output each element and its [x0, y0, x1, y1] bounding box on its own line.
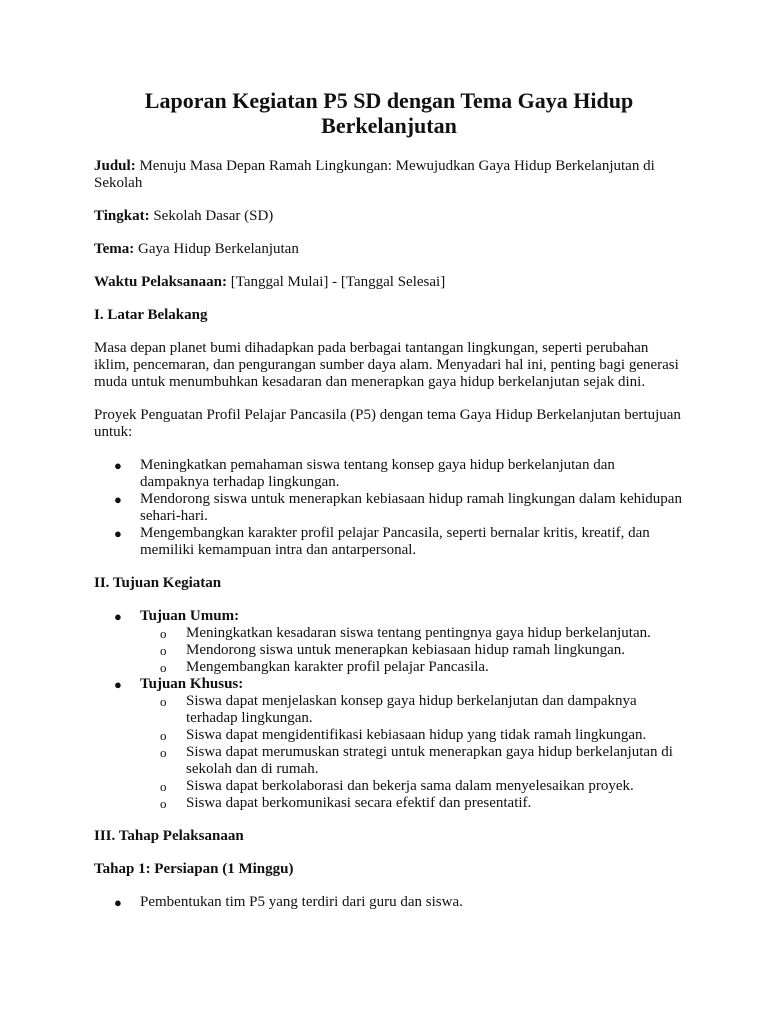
circle-bullet-icon: o — [160, 796, 167, 811]
circle-bullet-icon: o — [160, 694, 167, 709]
document-page — [94, 88, 684, 927]
section-heading-tahap-pelaksanaan: III. Tahap Pelaksanaan — [94, 828, 244, 844]
bullet-list — [94, 608, 684, 812]
bullet-icon: ● — [114, 677, 122, 692]
subheading-tahap-1: Tahap 1: Persiapan (1 Minggu) — [94, 861, 294, 877]
field-waktu — [94, 274, 684, 291]
bullet-icon: ● — [114, 526, 122, 541]
field-tema — [94, 241, 684, 258]
list-item: o Mendorong siswa untuk menerapkan kebiasaan hidup ramah lingkungan. — [160, 642, 626, 658]
list-item: ● Pembentukan tim P5 yang terdiri dari guru dan siswa. — [114, 894, 463, 910]
list-item: o Siswa dapat berkolaborasi dan bekerja sama dalam menyelesaikan proyek. — [160, 778, 634, 794]
bullet-icon: ● — [114, 492, 122, 507]
bullet-list — [94, 894, 684, 911]
list-item: o Mengembangkan karakter profil pelajar Pancasila. — [160, 659, 489, 675]
waktu-value: [Tanggal Mulai] - [Tanggal Selesai] — [230, 274, 446, 290]
circle-bullet-icon: o — [160, 728, 167, 743]
list-item — [94, 676, 684, 812]
list-item: o Siswa dapat merumuskan strategi untuk menerapkan gaya hidup berkelanjutan di sekolah dan di rumah. — [160, 744, 673, 777]
tujuan-khusus-label: Tujuan Khusus: — [140, 676, 244, 692]
circle-bullet-icon: o — [160, 779, 167, 794]
bullet-icon: ● — [114, 895, 122, 910]
field-judul — [94, 158, 684, 192]
tingkat-label: Tingkat: — [94, 208, 150, 224]
tujuan-umum-label: Tujuan Umum: — [140, 608, 240, 624]
section-heading-latar-belakang: I. Latar Belakang — [94, 307, 208, 323]
circle-bullet-icon: o — [160, 745, 167, 760]
tema-value: Gaya Hidup Berkelanjutan — [138, 241, 299, 257]
list-item: o Siswa dapat mengidentifikasi kebiasaan hidup yang tidak ramah lingkungan. — [160, 727, 647, 743]
circle-bullet-icon: o — [160, 660, 167, 675]
paragraph: Proyek Penguatan Profil Pelajar Pancasila (P5) dengan tema Gaya Hidup Berkelanjutan bertujuan untuk: — [94, 407, 681, 440]
field-tingkat — [94, 208, 684, 225]
list-item: o Siswa dapat berkomunikasi secara efektif dan presentatif. — [160, 795, 532, 811]
document-title: Laporan Kegiatan P5 SD dengan Tema Gaya Hidup Berkelanjutan — [144, 88, 634, 138]
judul-value: Menuju Masa Depan Ramah Lingkungan: Mewujudkan Gaya Hidup Berkelanjutan di Sekolah — [94, 158, 655, 191]
bullet-icon: ● — [114, 609, 122, 624]
paragraph: Masa depan planet bumi dihadapkan pada berbagai tantangan lingkungan, seperti perubahan iklim, pencemaran, dan pengurangan sumber daya alam. Menyadari hal ini, penting bagi generasi muda untuk menumbuhkan kesadaran dan menerapkan gaya hidup berkelanjutan sejak dini. — [94, 340, 679, 390]
section-heading-tujuan-kegiatan: II. Tujuan Kegiatan — [94, 575, 222, 591]
waktu-label: Waktu Pelaksanaan: — [94, 274, 227, 290]
tingkat-value: Sekolah Dasar (SD) — [153, 208, 274, 224]
bullet-list — [94, 457, 684, 559]
circle-bullet-icon: o — [160, 643, 167, 658]
bullet-icon: ● — [114, 458, 122, 473]
list-item: ● Meningkatkan pemahaman siswa tentang konsep gaya hidup berkelanjutan dan dampaknya terhadap lingkungan. — [114, 457, 615, 490]
list-item: ● Mendorong siswa untuk menerapkan kebiasaan hidup ramah lingkungan dalam kehidupan sehari-hari. — [114, 491, 682, 524]
list-item: ● Mengembangkan karakter profil pelajar Pancasila, seperti bernalar kritis, kreatif, dan memiliki kemampuan intra dan antarpersonal. — [114, 525, 650, 558]
sub-bullet-list — [140, 693, 684, 812]
sub-bullet-list — [140, 625, 684, 676]
list-item — [94, 608, 684, 676]
tema-label: Tema: — [94, 241, 135, 257]
list-item: o Meningkatkan kesadaran siswa tentang pentingnya gaya hidup berkelanjutan. — [160, 625, 651, 641]
circle-bullet-icon: o — [160, 626, 167, 641]
judul-label: Judul: — [94, 158, 136, 174]
list-item: o Siswa dapat menjelaskan konsep gaya hidup berkelanjutan dan dampaknya terhadap lingkungan. — [160, 693, 637, 726]
